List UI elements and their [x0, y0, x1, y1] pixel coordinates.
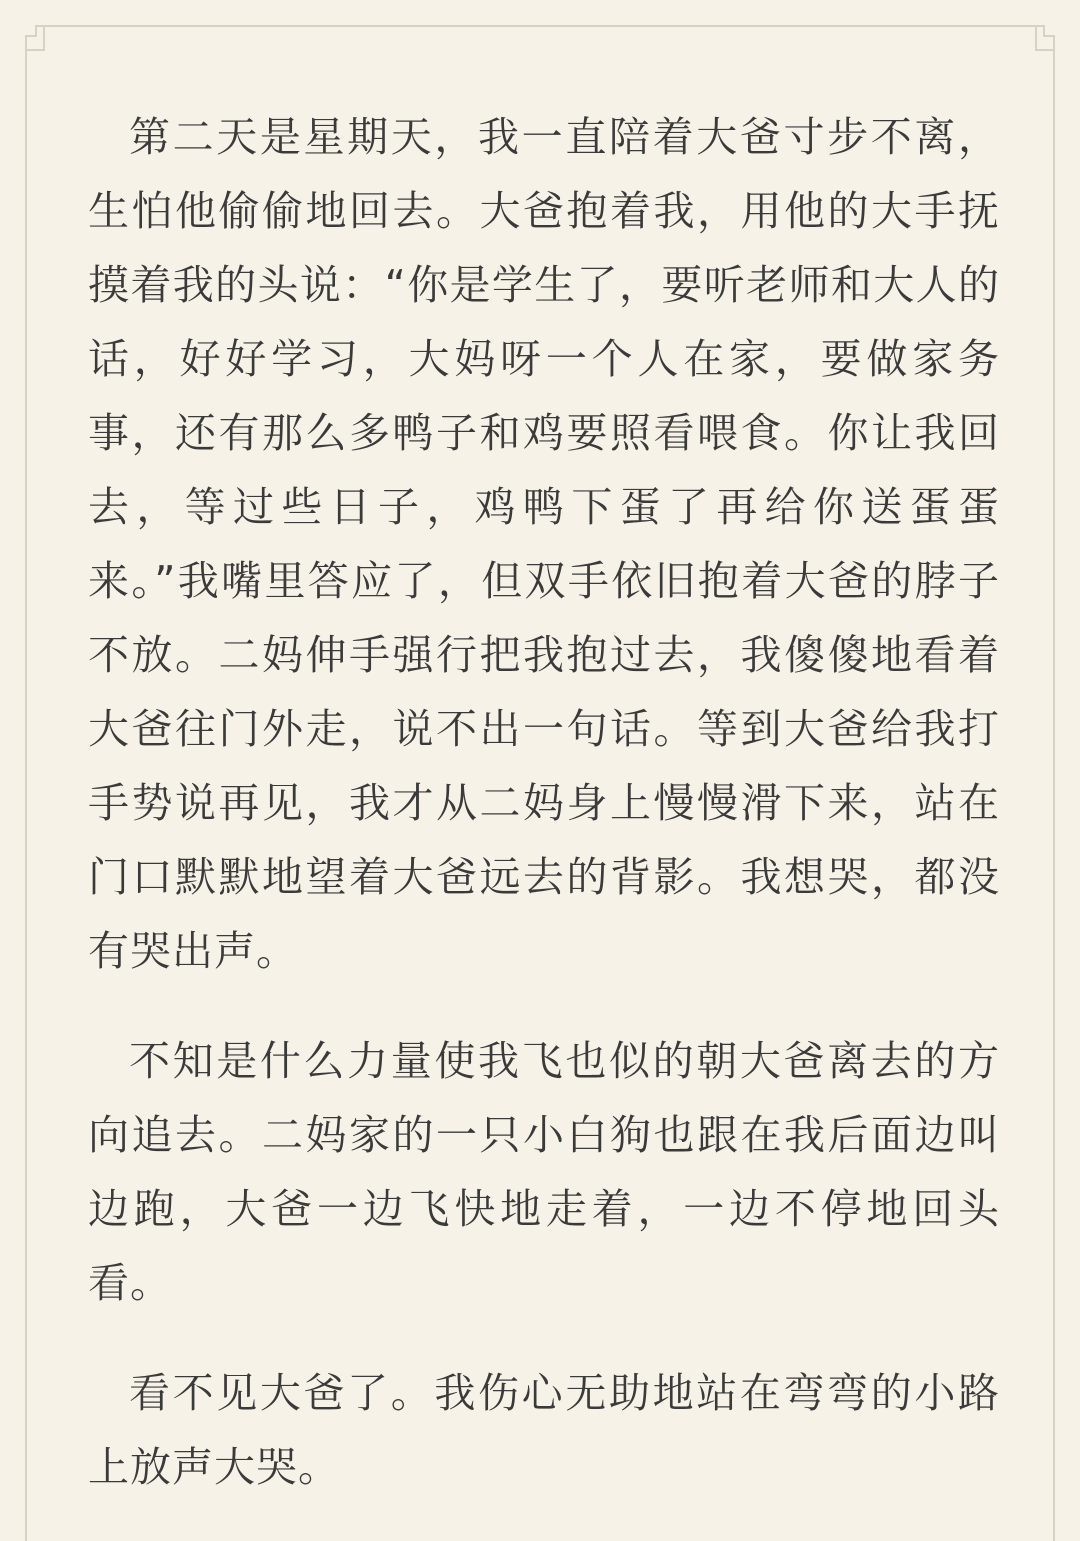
paragraph: 第二天是星期天，我一直陪着大爸寸步不离，生怕他偷偷地回去。大爸抱着我，用他的大手抚摸着我的头说：“你是学生了，要听老师和大人的话，好好学习，大妈呀一个人在家，要做家务事，还有那么多鸭子和鸡要照看喂食。你让我回去，等过些日子，鸡鸭下蛋了再给你送蛋蛋来。”我嘴里答应了，但双手依旧抱着大爸的脖子不放。二妈伸手强行把我抱过去，我傻傻地看着大爸往门外走，说不出一句话。等到大爸给我打手势说再见，我才从二妈身上慢慢滑下来，站在门口默默地望着大爸远去的背影。我想哭，都没有哭出声。 [88, 113, 1000, 975]
paragraph: 看不见大爸了。我伤心无助地站在弯弯的小路上放声大哭。 [88, 1369, 1000, 1491]
paragraph: 不知是什么力量使我飞也似的朝大爸离去的方向追去。二妈家的一只小白狗也跟在我后面边叫边跑，大爸一边飞快地走着，一边不停地回头看。 [88, 1037, 1000, 1307]
article-body [88, 100, 1000, 1504]
